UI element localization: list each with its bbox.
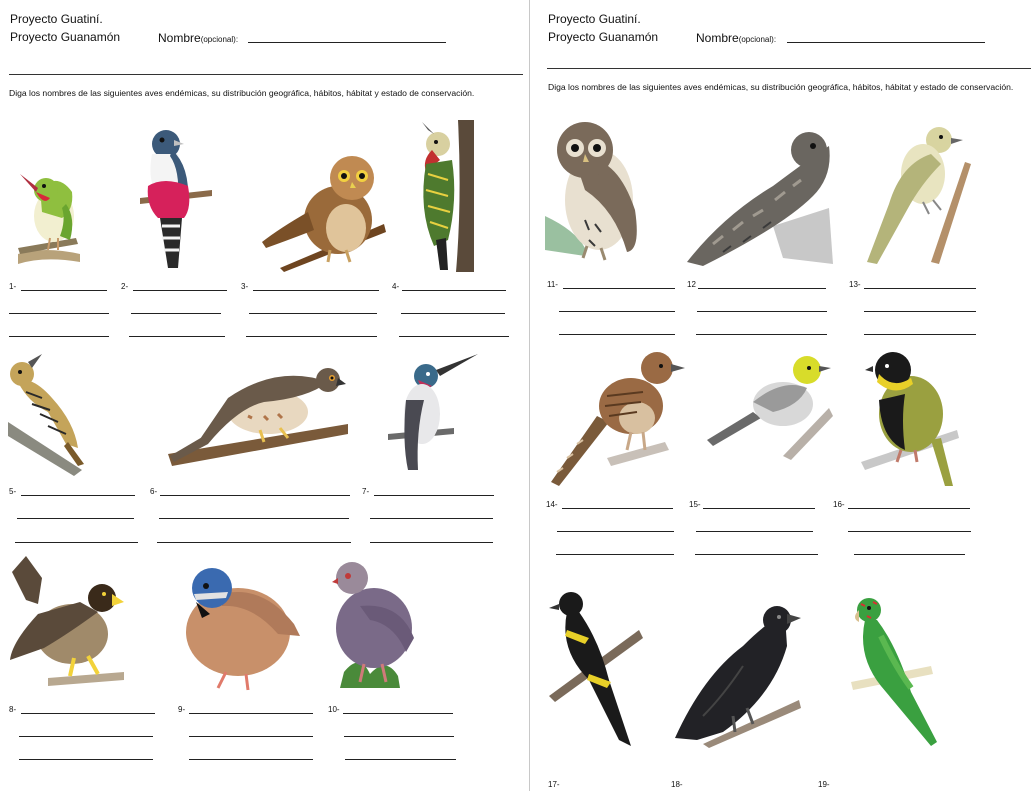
name-label-text: Nombre [158, 31, 201, 45]
item-16-answer-line-1[interactable] [848, 508, 970, 509]
bird-15-yellow-headed-warbler-image [703, 352, 833, 460]
item-5-answer-line-2[interactable] [17, 518, 134, 519]
bird-5-fernandina-flicker-image [8, 352, 86, 476]
bird-7-svg [388, 352, 480, 474]
item-5-answer-line-1[interactable] [21, 495, 135, 496]
project-title-guanamon: Proyecto Guanamón [10, 30, 121, 44]
instructions-text: Diga los nombres de las siguientes aves endémicas, su distribución geográfica, hábitos, hábitat y estado de conservación. [9, 88, 475, 98]
item-17-number: 17- [548, 780, 560, 789]
item-14-answer-line-3[interactable] [556, 554, 674, 555]
item-8-number: 8- [9, 705, 17, 714]
item-16-answer-line-3[interactable] [854, 554, 965, 555]
item-3-answer-line-1[interactable] [253, 290, 379, 291]
item-5-answer-line-3[interactable] [15, 542, 138, 543]
item-3-number: 3- [241, 282, 249, 291]
item-9-answer-line-3[interactable] [189, 759, 313, 760]
bird-7-bee-hummingbird-image [388, 352, 480, 474]
bird-9-svg [182, 564, 300, 692]
bird-12-cuban-nightjar-image [683, 126, 835, 266]
item-4-answer-line-3[interactable] [399, 336, 509, 337]
bird-2-svg [140, 126, 212, 272]
bird-4-green-woodpecker-image [418, 120, 474, 272]
name-field[interactable] [248, 42, 446, 43]
bird-8-cuban-black-hawk-image [8, 552, 126, 692]
item-2-answer-line-1[interactable] [133, 290, 227, 291]
bird-19-cuban-parakeet-image [851, 596, 955, 748]
item-16-answer-line-2[interactable] [848, 531, 971, 532]
project-title-guatini: Proyecto Guatiní. [548, 12, 641, 26]
item-15-answer-line-1[interactable] [703, 508, 815, 509]
name-hint: (opcional): [738, 35, 777, 44]
bird-18-cuban-crow-image [673, 606, 801, 748]
item-14-answer-line-2[interactable] [557, 531, 674, 532]
item-10-answer-line-3[interactable] [345, 759, 456, 760]
bird-9-blue-headed-quail-dove-image [182, 564, 300, 692]
item-7-answer-line-3[interactable] [370, 542, 493, 543]
item-4-answer-line-2[interactable] [401, 313, 505, 314]
item-8-answer-line-1[interactable] [21, 713, 155, 714]
bird-11-bare-legged-owl-image [545, 120, 653, 262]
item-6-answer-line-3[interactable] [157, 542, 351, 543]
item-12-answer-line-1[interactable] [698, 288, 826, 289]
bird-18-svg [673, 606, 801, 748]
item-11-number: 11- [547, 280, 558, 289]
item-12-answer-line-3[interactable] [696, 334, 827, 335]
name-field[interactable] [787, 42, 985, 43]
item-18-number: 18- [671, 780, 683, 789]
bird-10-svg [330, 556, 416, 692]
item-14-number: 14- [546, 500, 558, 509]
item-10-answer-line-2[interactable] [344, 736, 454, 737]
item-15-answer-line-3[interactable] [695, 554, 818, 555]
item-2-number: 2- [121, 282, 129, 291]
item-13-number: 13- [849, 280, 861, 289]
bird-14-zapata-wren-image [547, 346, 685, 486]
name-label-text: Nombre [696, 31, 739, 45]
bird-2-trogon-image [140, 126, 212, 272]
item-10-answer-line-1[interactable] [343, 713, 453, 714]
bird-1-svg [14, 158, 82, 270]
item-5-number: 5- [9, 487, 17, 496]
item-10-number: 10- [328, 705, 340, 714]
item-1-number: 1- [9, 282, 17, 291]
item-1-answer-line-3[interactable] [9, 336, 109, 337]
project-title-guatini: Proyecto Guatiní. [10, 12, 103, 26]
worksheet-page-right [531, 0, 1031, 791]
item-15-answer-line-2[interactable] [696, 531, 813, 532]
bird-11-svg [545, 120, 653, 262]
item-19-number: 19- [818, 780, 830, 789]
item-1-answer-line-1[interactable] [21, 290, 107, 291]
name-hint: (opcional): [200, 35, 239, 44]
bird-12-svg [683, 126, 835, 266]
item-7-answer-line-1[interactable] [374, 495, 494, 496]
item-4-number: 4- [392, 282, 400, 291]
item-12-number: 12 [687, 280, 696, 289]
bird-5-svg [8, 352, 86, 476]
item-3-answer-line-3[interactable] [246, 336, 377, 337]
instructions-text: Diga los nombres de las siguientes aves endémicas, su distribución geográfica, hábitos, hábitat y estado de conservación. [548, 82, 1014, 92]
item-3-answer-line-2[interactable] [249, 313, 377, 314]
bird-16-svg [861, 350, 961, 490]
item-6-answer-line-2[interactable] [159, 518, 349, 519]
bird-8-svg [8, 552, 126, 692]
bird-16-cuban-grassquit-image [861, 350, 961, 490]
bird-19-svg [851, 596, 955, 748]
name-label [158, 31, 238, 47]
item-16-number: 16- [833, 500, 845, 509]
item-2-answer-line-3[interactable] [129, 336, 225, 337]
bird-17-cuban-blackbird-image [549, 590, 653, 748]
bird-14-svg [547, 346, 685, 486]
item-8-answer-line-2[interactable] [19, 736, 153, 737]
item-15-number: 15- [689, 500, 701, 509]
bird-1-tody-image [14, 158, 82, 270]
bird-15-svg [703, 352, 833, 460]
item-11-answer-line-1[interactable] [563, 288, 675, 289]
item-14-answer-line-1[interactable] [562, 508, 673, 509]
item-7-number: 7- [362, 487, 370, 496]
item-6-number: 6- [150, 487, 158, 496]
item-9-number: 9- [178, 705, 186, 714]
item-2-answer-line-2[interactable] [131, 313, 221, 314]
item-6-answer-line-1[interactable] [160, 495, 350, 496]
bird-3-pygmy-owl-image [260, 150, 386, 272]
item-11-answer-line-3[interactable] [559, 334, 675, 335]
name-label [696, 31, 776, 47]
project-title-guanamon: Proyecto Guanamón [548, 30, 659, 44]
item-9-answer-line-2[interactable] [189, 736, 313, 737]
bird-6-svg [168, 358, 348, 470]
item-9-answer-line-1[interactable] [189, 713, 313, 714]
item-13-answer-line-1[interactable] [864, 288, 976, 289]
bird-3-svg [260, 150, 386, 272]
item-12-answer-line-2[interactable] [697, 311, 827, 312]
bird-13-svg [861, 124, 977, 266]
header-divider [9, 74, 523, 75]
item-4-answer-line-1[interactable] [402, 290, 506, 291]
item-11-answer-line-2[interactable] [559, 311, 675, 312]
item-13-answer-line-3[interactable] [864, 334, 976, 335]
bird-10-gray-fronted-quail-dove-image [330, 556, 416, 692]
bird-4-svg [418, 120, 474, 272]
item-1-answer-line-2[interactable] [9, 313, 109, 314]
bird-17-svg [549, 590, 653, 748]
item-13-answer-line-2[interactable] [864, 311, 976, 312]
header-divider [547, 68, 1031, 69]
item-8-answer-line-3[interactable] [19, 759, 153, 760]
bird-13-cuban-vireo-image [861, 124, 977, 266]
item-7-answer-line-2[interactable] [370, 518, 493, 519]
bird-6-gundlach-hawk-image [168, 358, 348, 470]
